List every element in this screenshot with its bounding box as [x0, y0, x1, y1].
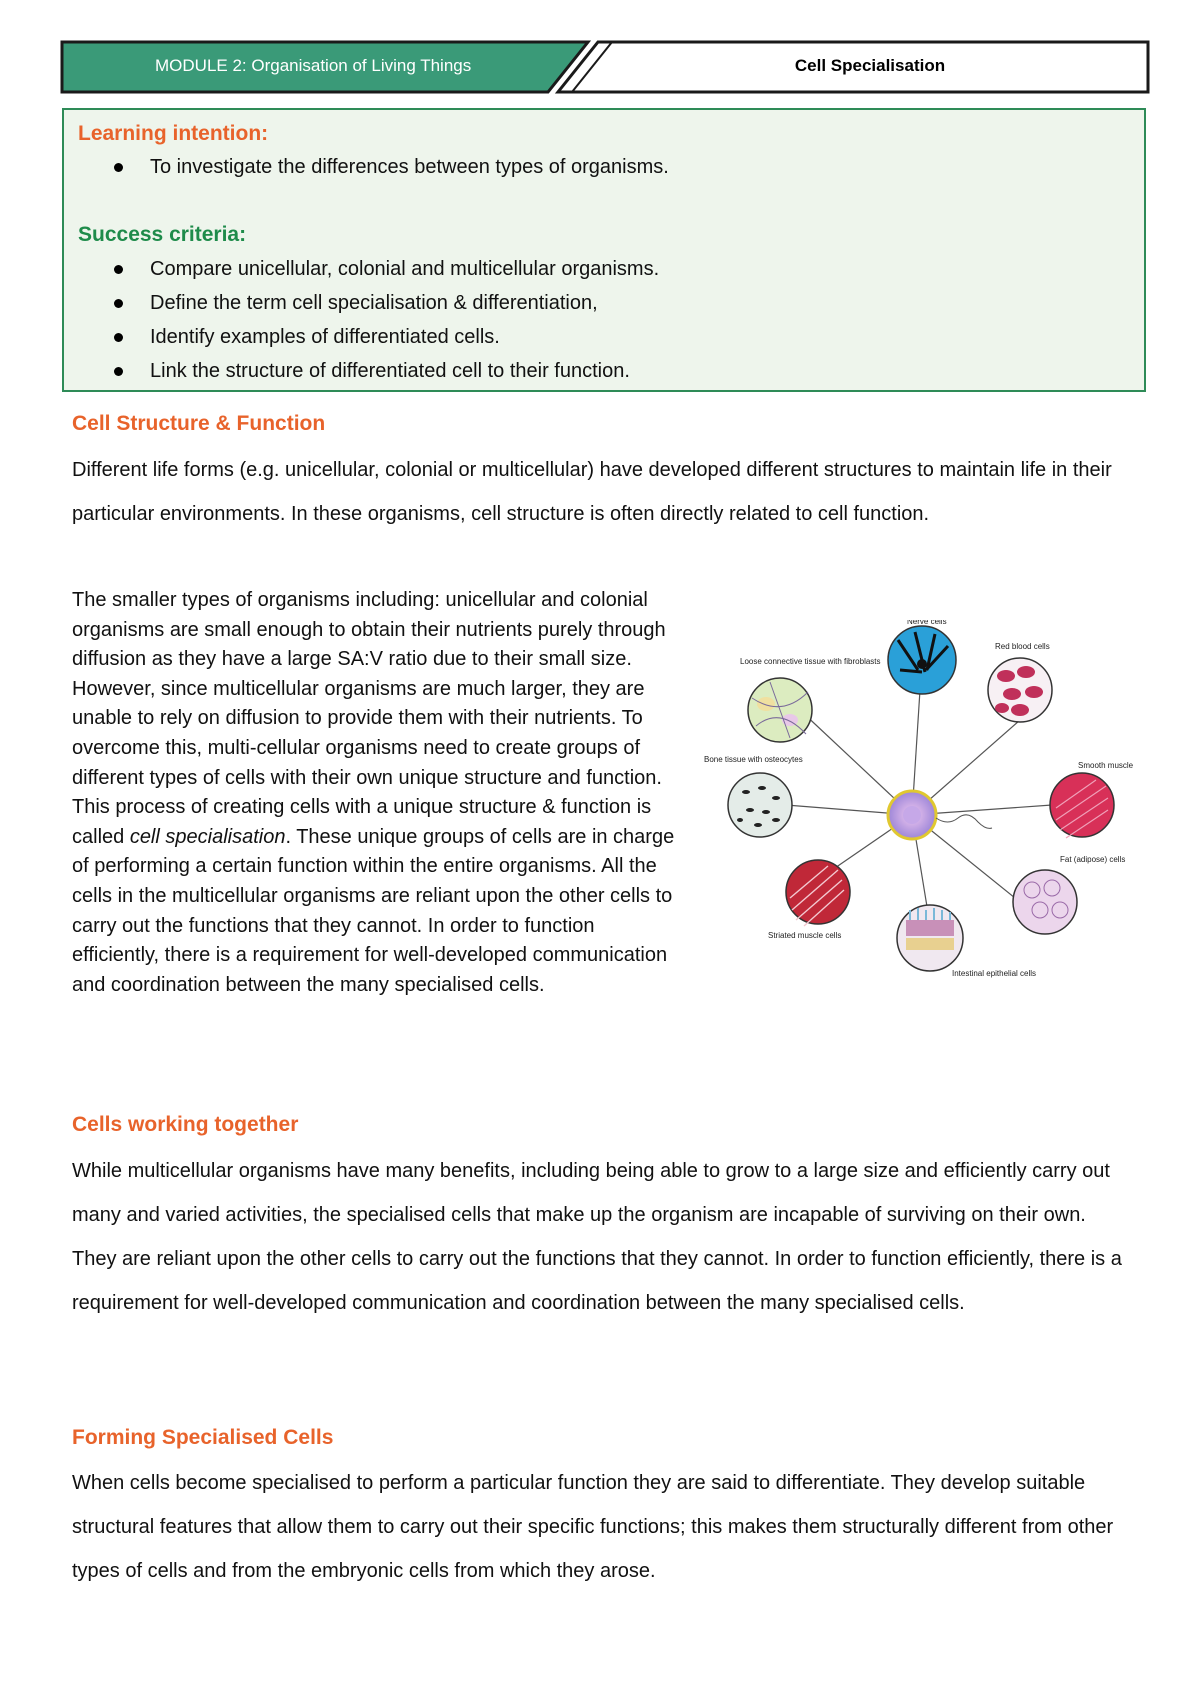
striated-muscle-cells-icon: [786, 860, 850, 926]
learning-box: [62, 108, 1146, 392]
specialised-cells-diagram: [700, 620, 1150, 1010]
section-heading-cells-working-together: Cells working together: [72, 1113, 299, 1136]
success-criteria-list: [64, 252, 659, 388]
label-smooth-muscle: Smooth muscle: [1078, 761, 1134, 770]
module-header: [60, 40, 1150, 94]
section3-paragraph: When cells become specialised to perform a particular function they are said to differentiate. They develop suitable structural features that allow them to carry out their specific functions; this makes them structurally different from other types of cells and from the embryonic cells from which they arose.: [72, 1472, 1114, 1582]
bullet-icon: [114, 367, 123, 376]
bullet-icon: [114, 163, 123, 172]
term-cell-specialisation: cell specialisation: [129, 825, 286, 848]
bullet-icon: [114, 299, 123, 308]
nerve-cells-icon: [888, 626, 956, 694]
bone-tissue-icon: [728, 773, 792, 837]
fat-cells-icon: [1013, 870, 1077, 934]
list-item: To investigate the differences between types of organisms.: [64, 150, 669, 184]
success-criteria-heading: Success criteria:: [78, 223, 247, 246]
bullet-icon: [114, 333, 123, 342]
label-striated-muscle: Striated muscle cells: [768, 931, 842, 940]
stem-cell-icon: [888, 791, 992, 839]
list-item: Define the term cell specialisation & differentiation,: [64, 286, 659, 320]
label-red-blood-cells: Red blood cells: [995, 642, 1050, 651]
learning-intention-list: [64, 150, 669, 184]
bullet-icon: [114, 265, 123, 274]
learning-intention-heading: Learning intention:: [78, 122, 269, 145]
list-item: Compare unicellular, colonial and multicellular organisms.: [64, 252, 659, 286]
section1-paragraph-specialisation: The smaller types of organisms including: unicellular and colonial organisms are small enough to obtain their nutrients purely through diffusion as they have a large SA:V ratio due to their small size. However, since multicellular organisms are much larger, they are unable to rely on diffusion to provide them with their nutrients. To overcome this, multi-cellular organisms need to create groups of different types of cells with their own unique structure and function. This process of creating cells with a unique structure & function is called cell specialisation. These unique groups of cells are in charge of performing a certain function within the entire organisms. All the cells in the multicellular organisms are reliant upon the other cells to carry out the functions that they cannot. In order to function efficiently, there is a requirement for well-developed communication and coordination between the many specialised cells.: [72, 589, 675, 996]
label-bone-tissue: Bone tissue with osteocytes: [704, 755, 803, 764]
red-blood-cells-icon: [988, 658, 1052, 722]
section-heading-cell-structure: Cell Structure & Function: [72, 412, 326, 435]
loose-connective-tissue-icon: [748, 678, 812, 742]
section-heading-forming-specialised-cells: Forming Specialised Cells: [72, 1426, 334, 1449]
label-intestinal-epithelial: Intestinal epithelial cells: [952, 969, 1037, 978]
label-fat-cells: Fat (adipose) cells: [1060, 855, 1126, 864]
list-item: Identify examples of differentiated cells.: [64, 320, 659, 354]
label-loose-connective: Loose connective tissue with fibroblasts: [740, 657, 881, 666]
topic-title: Cell Specialisation: [794, 56, 946, 75]
label-nerve-cells: Nerve cells: [907, 620, 947, 626]
section2-paragraph: While multicellular organisms have many benefits, including being able to grow to a large size and efficiently carry out many and varied activities, the specialised cells that make up the organism are incapable of surviving on their own. They are reliant upon the other cells to carry out the functions that they cannot. In order to function efficiently, there is a requirement for well-developed communication and coordination between the many specialised cells.: [72, 1160, 1122, 1314]
list-item: Link the structure of differentiated cell to their function.: [64, 354, 659, 388]
smooth-muscle-icon: [1050, 773, 1114, 838]
section1-paragraph: Different life forms (e.g. unicellular, colonial or multicellular) have developed different structures to maintain life in their particular environments. In these organisms, cell structure is often directly related to cell function.: [72, 459, 1112, 525]
module-title: MODULE 2: Organisation of Living Things: [155, 56, 472, 75]
intestinal-epithelial-cells-icon: [897, 905, 963, 971]
